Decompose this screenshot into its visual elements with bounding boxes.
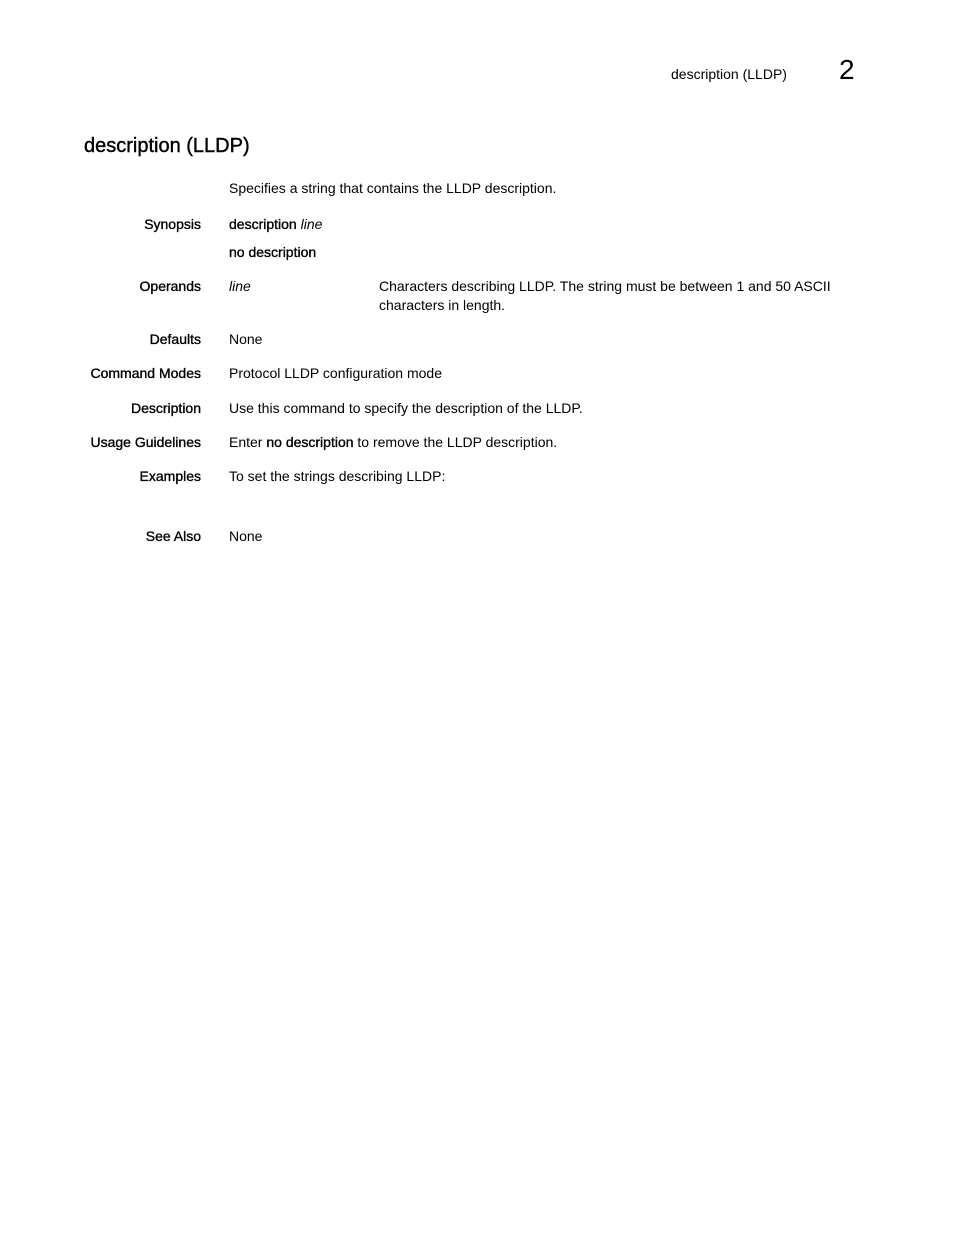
intro-text: Specifies a string that contains the LLDP description. [229, 180, 557, 196]
usage-prefix: Enter [229, 434, 267, 450]
usage-suffix: to remove the LLDP description. [353, 434, 558, 450]
see-also-label: See Also [145, 528, 201, 544]
operand-description: Characters describing LLDP. The string must be between 1 and 50 ASCII characters in length. [379, 278, 831, 313]
synopsis-command: description [229, 216, 297, 232]
usage-guidelines-value [229, 434, 557, 450]
examples-label: Examples [139, 468, 201, 484]
operand-name: line [229, 278, 251, 294]
running-header-chapter-number: 2 [839, 54, 855, 85]
synopsis-argument: line [300, 216, 323, 232]
see-also-value: None [229, 528, 263, 544]
description-value: Use this command to specify the description of the LLDP. [229, 400, 583, 416]
synopsis-line-1 [229, 216, 322, 232]
command-modes-label: Command Modes [90, 365, 201, 381]
defaults-value: None [229, 331, 263, 347]
usage-guidelines-label: Usage Guidelines [90, 434, 201, 450]
defaults-label: Defaults [149, 331, 201, 347]
operands-label: Operands [139, 278, 201, 294]
synopsis-label: Synopsis [144, 216, 201, 232]
running-header-section: description (LLDP) [671, 66, 787, 82]
usage-keyword: no description [266, 434, 354, 450]
examples-value: To set the strings describing LLDP: [229, 468, 446, 484]
page-title: description (LLDP) [84, 135, 250, 157]
description-label: Description [130, 400, 201, 416]
command-modes-value: Protocol LLDP configuration mode [229, 365, 442, 381]
synopsis-line-2: no description [229, 244, 317, 260]
